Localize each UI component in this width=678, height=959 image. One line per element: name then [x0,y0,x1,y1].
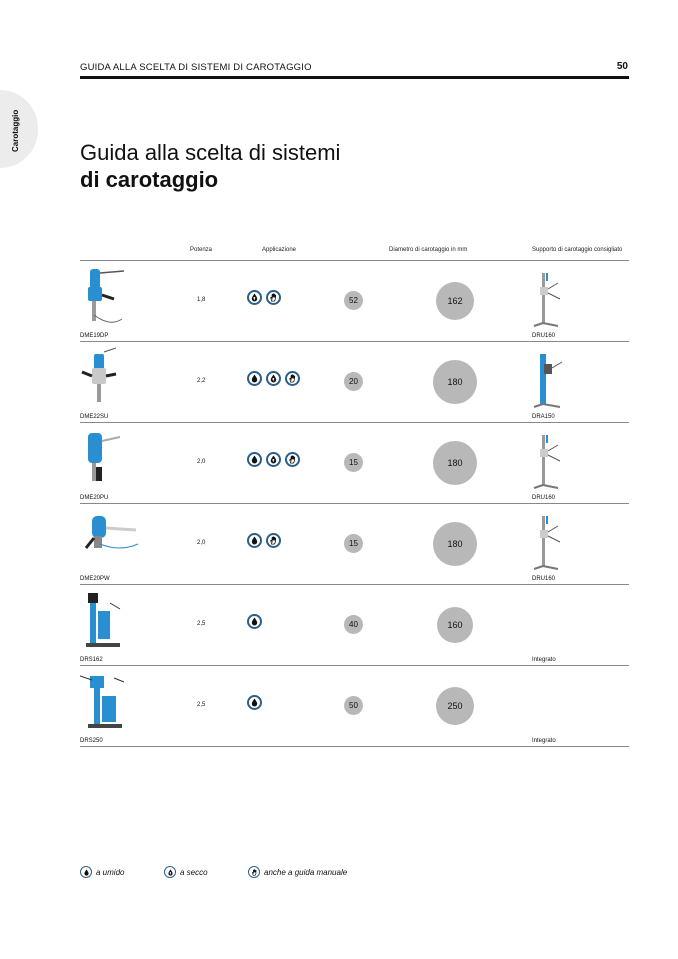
support-name: Integrato [532,738,556,744]
product-image [80,427,140,489]
hand-icon [285,371,300,386]
product-image [80,265,140,327]
diameter-min: 20 [344,372,363,391]
support-name: DRU160 [532,333,556,339]
power-value: 2,0 [197,459,206,465]
hand-icon [285,452,300,467]
model-name: DME20PU [80,495,109,501]
diameter-max: 250 [436,687,474,725]
diameter-max: 180 [433,360,477,404]
drop-icon [247,452,262,467]
application-icons [247,290,281,305]
table-row [80,261,629,342]
legend-manual-label: anche a guida manuale [264,867,348,877]
column-header-support: Supporto di carotaggio consigliato [532,247,623,253]
legend-wet [80,866,124,878]
power-value: 2,5 [197,621,206,627]
dry-drop-icon [266,371,281,386]
power-value: 2,5 [197,702,206,708]
table-row [80,504,629,585]
support-name: Integrato [532,657,556,663]
table-row [80,423,629,504]
legend-manual [248,866,347,878]
support-stand-image [532,350,566,408]
support-name: DRU160 [532,495,556,501]
drop-icon [247,533,262,548]
diameter-min: 15 [344,534,363,553]
support-name: DRU160 [532,576,556,582]
diameter-min: 52 [344,291,363,310]
column-header-power: Potenza [190,247,213,253]
diameter-min: 40 [344,615,363,634]
dry-drop-icon [247,290,262,305]
diameter-max: 180 [433,441,477,485]
diameter-max: 180 [433,522,477,566]
support-stand-image [532,269,566,327]
hand-icon [248,866,260,878]
dry-drop-icon [266,452,281,467]
hand-icon [266,290,281,305]
column-header-diameter: Diametro di carotaggio in mm [389,247,468,253]
page-title-line1: Guida alla scelta di sistemi [80,140,341,165]
product-image [80,670,140,732]
support-stand-image [532,431,566,489]
power-value: 2,2 [197,378,206,384]
drop-icon [80,866,92,878]
table-row [80,342,629,423]
hand-icon [266,533,281,548]
product-image [80,508,140,570]
application-icons [247,695,262,710]
drop-icon [247,614,262,629]
legend-wet-label: a umido [96,867,125,877]
diameter-min: 15 [344,453,363,472]
page-number: 50 [616,61,628,72]
diameter-min: 50 [344,696,363,715]
power-value: 2,0 [197,540,206,546]
application-icons [247,371,300,386]
application-icons [247,614,262,629]
application-icons [247,452,300,467]
drop-icon [247,695,262,710]
application-icons [247,533,281,548]
header-title: GUIDA ALLA SCELTA DI SISTEMI DI CAROTAGGIO [80,62,312,73]
table-row [80,666,629,747]
column-header-application: Applicazione [262,247,297,253]
power-value: 1,8 [197,297,206,303]
model-name: DRS250 [80,738,103,744]
page-title-line2: di carotaggio [80,167,219,192]
legend-dry-label: a secco [180,867,208,877]
model-name: DME22SU [80,414,109,420]
product-image [80,589,140,651]
product-image [80,346,140,408]
model-name: DME19DP [80,333,109,339]
diameter-max: 160 [437,607,473,643]
model-name: DME20PW [80,576,110,582]
table-row [80,585,629,666]
model-name: DRS162 [80,657,103,663]
support-stand-image [532,512,566,570]
drop-icon [247,371,262,386]
dry-drop-icon [164,866,176,878]
support-name: DRA150 [532,414,555,420]
diameter-max: 162 [436,282,474,320]
legend-dry [164,866,208,878]
header-rule [80,76,629,79]
side-tab-label: Carotaggio [11,109,20,152]
